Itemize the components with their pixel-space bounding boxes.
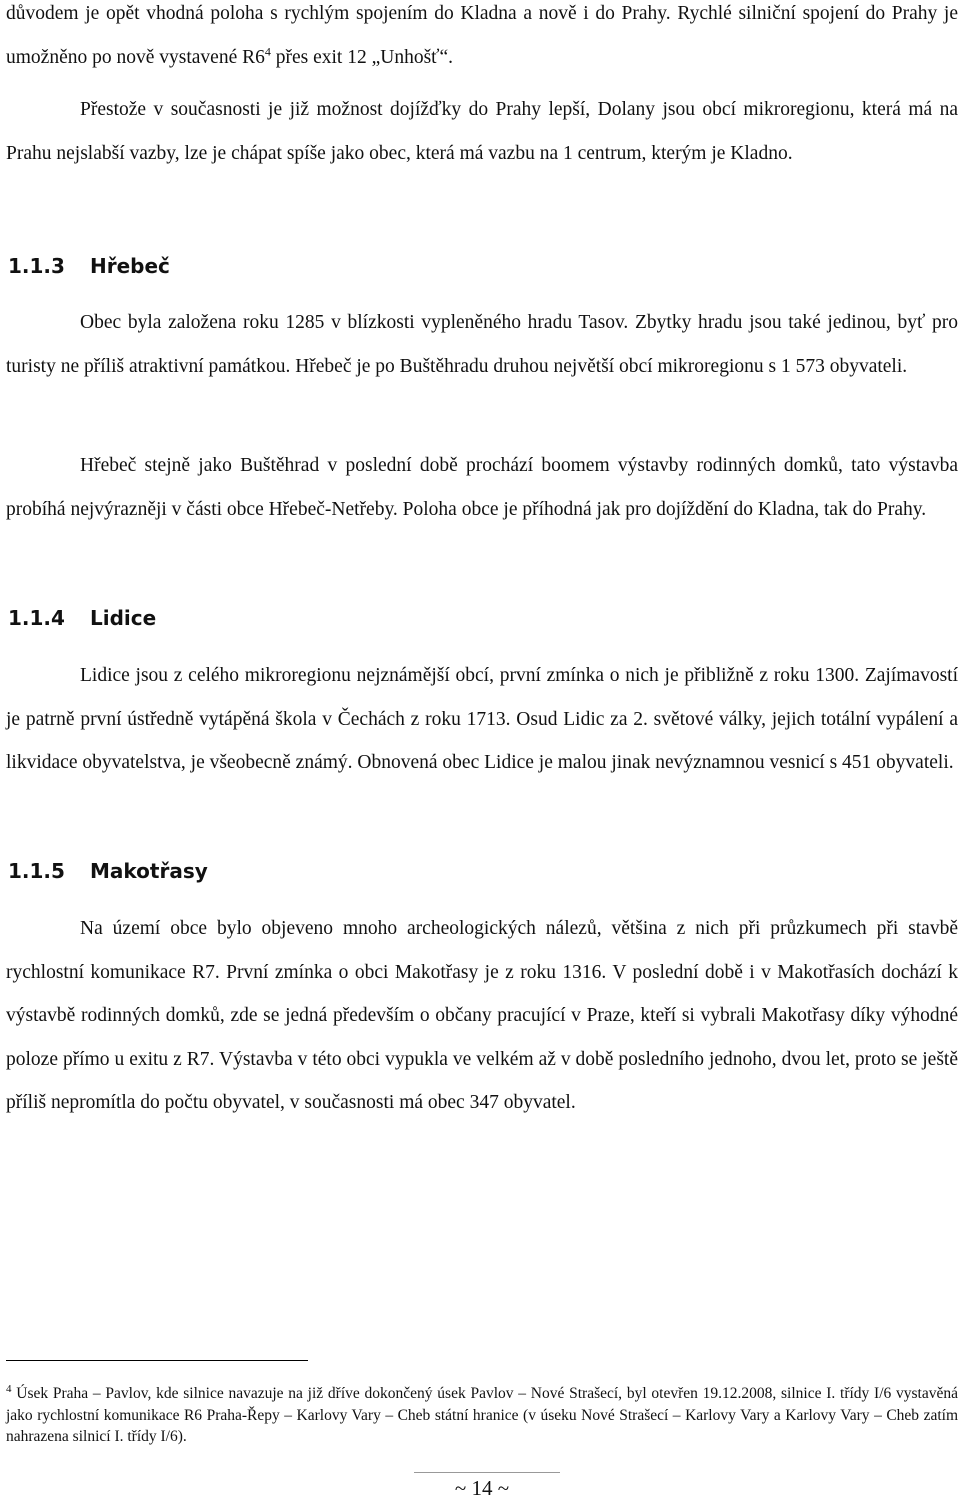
footnote-divider [6, 1360, 308, 1361]
heading-makotrasy [8, 859, 208, 883]
footnote-mark: 4 [6, 1382, 12, 1395]
heading-title: Makotřasy [90, 859, 208, 883]
heading-title: Lidice [90, 606, 157, 630]
heading-number: 1.1.4 [8, 606, 65, 630]
footnote-reference[interactable]: 4 [264, 44, 271, 58]
heading-number: 1.1.5 [8, 859, 65, 883]
heading-title: Hřebeč [90, 254, 170, 278]
heading-lidice [8, 606, 156, 630]
paragraph-text: přes exit 12 „Unhošť“. [270, 46, 454, 68]
paragraph-hrebec-history: Obec byla založena roku 1285 v blízkosti vypleněného hradu Tasov. Zbytky hradu jsou také jedinou, byť pro turisty ne příliš atraktivní památkou. Hřebeč je po Buštěhradu druhou největší obcí mikroregionu s 1 573 obyvateli. [6, 312, 958, 377]
heading-hrebec [8, 254, 170, 278]
paragraph-makotrasy: Na území obce bylo objeveno mnoho archeologických nálezů, většina z nich při průzkumech při stavbě rychlostní komunikace R7. První zmínka o obci Makotřasy je z roku 1316. V poslední době i v Makotřasích dochází k výstavbě rodinných domků, zde se jedná především o občany pracující v Praze, kteří si vybrali Makotřasy díky výhodné poloze přímo u exitu z R7. Výstavba v této obci vypukla ve velkém až v době posledního jednoho, dvou let, proto se ještě příliš nepromítla do počtu obyvatel, v současnosti má obec 347 obyvatel. [6, 918, 958, 1113]
page-number: ~ 14 ~ [454, 1476, 510, 1500]
paragraph-dolany-commuting: Přestože v současnosti je již možnost dojížďky do Prahy lepší, Dolany jsou obcí mikroregionu, která má na Prahu nejslabší vazby, lze je chápat spíše jako obec, která má vazbu na 1 centrum, kterým je Kladno. [6, 99, 958, 164]
page-number-divider [414, 1472, 560, 1473]
paragraph-text: důvodem je opět vhodná poloha s rychlým spojením do Kladna a nově i do Prahy. Rychlé silniční spojení do Prahy je umožněno po nově vystavené R6 [6, 3, 958, 68]
heading-number: 1.1.3 [8, 254, 65, 278]
footnote [6, 1383, 958, 1448]
paragraph-lidice: Lidice jsou z celého mikroregionu nejznámější obcí, první zmínka o nich je přibližně z roku 1300. Zajímavostí je patrně první ústředně vytápěná škola v Čechách z roku 1713. Osud Lidic za 2. světové války, jejich totální vypálení a likvidace obyvatelstva, je všeobecně známý. Obnovená obec Lidice je malou jinak nevýznamnou vesnicí s 451 obyvateli. [6, 665, 958, 773]
footnote-text: Úsek Praha – Pavlov, kde silnice navazuje na již dříve dokončený úsek Pavlov – Nové Strašecí, byl otevřen 19.12.2008, silnice I. třídy I/6 vystavěná jako rychlostní komunikace R6 Praha-Řepy – Karlovy Vary – Cheb státní hranice (v úseku Nové Strašecí – Karlovy Vary a Karlovy Vary – Cheb zatím nahrazena silnicí I. třídy I/6). [6, 1385, 958, 1445]
paragraph-hrebec-development: Hřebeč stejně jako Buštěhrad v poslední době prochází boomem výstavby rodinných domků, tato výstavba probíhá nejvýrazněji v části obce Hřebeč-Netřeby. Poloha obce je příhodná jak pro dojíždění do Kladna, tak do Prahy. [6, 455, 958, 520]
paragraph-dolany-connection [6, 0, 958, 79]
